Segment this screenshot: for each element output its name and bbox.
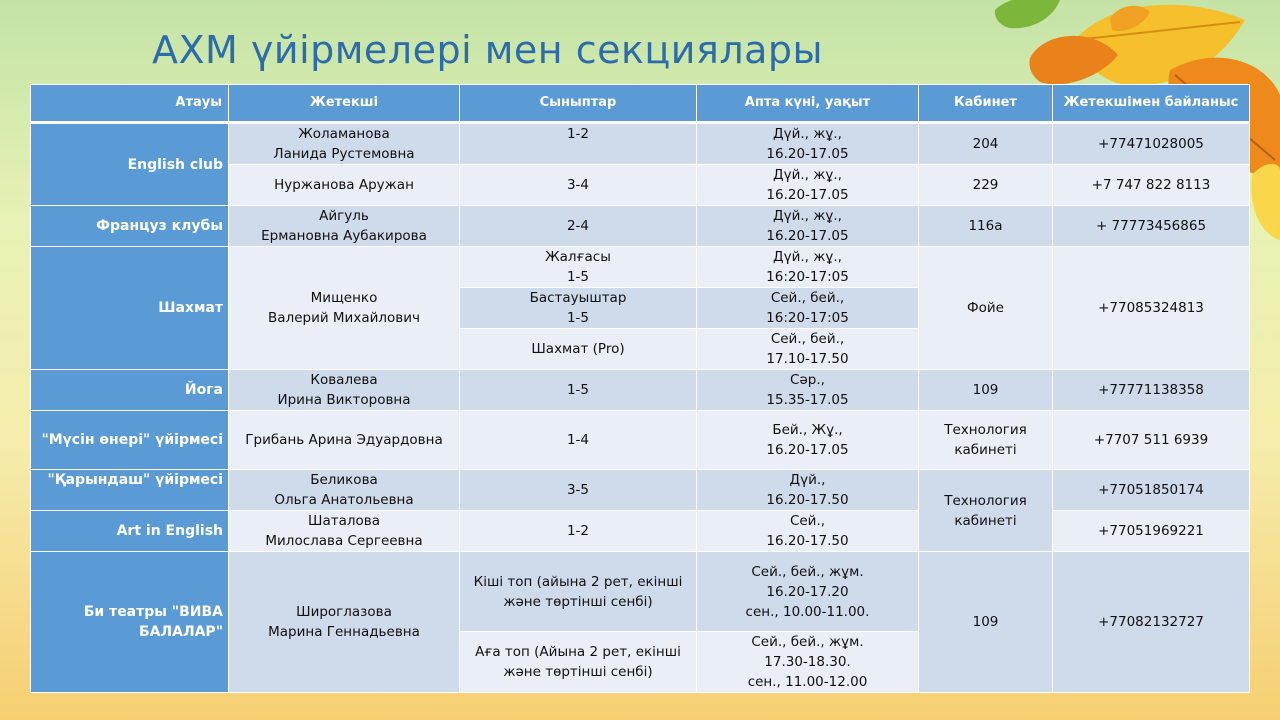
table-row [31,411,1250,470]
page-title: АХМ үйірмелері мен секциялары [152,28,824,72]
room-cell: 109 [919,370,1053,411]
table-row [31,247,1250,288]
grades-cell: 2-4 [460,206,697,247]
leader-cell: Мищенко Валерий Михайлович [229,247,460,370]
row-header-english-club: English club [31,123,229,206]
grades-cell: Шахмат (Pro) [460,329,697,370]
leaf-green [995,0,1060,28]
leader-cell: Широглазова Марина Геннадьевна [229,552,460,693]
clubs-schedule-table [30,84,1250,693]
col-header-name: Атауы [31,85,229,123]
row-header-pencil: "Қарындаш" үйірмесі [31,470,229,511]
time-cell: Бей., Жұ., 16.20-17.05 [697,411,919,470]
col-header-leader: Жетекші [229,85,460,123]
contact-cell: +7 747 822 8113 [1053,165,1250,206]
contact-cell: +77051850174 [1053,470,1250,511]
leader-cell: Жоламанова Ланида Рустемовна [229,123,460,165]
table-row [31,123,1250,165]
contact-cell: +7707 511 6939 [1053,411,1250,470]
time-cell: Сей., бей., 16:20-17:05 [697,288,919,329]
grades-cell: 3-4 [460,165,697,206]
header-row [31,85,1250,123]
leader-cell: Шаталова Милослава Сергеевна [229,511,460,552]
grades-cell: 3-5 [460,470,697,511]
table-row [31,552,1250,632]
grades-cell: 1-2 [460,123,697,165]
room-cell: 109 [919,552,1053,693]
contact-cell: +77051969221 [1053,511,1250,552]
grades-cell: Жалғасы 1-5 [460,247,697,288]
room-cell: 116а [919,206,1053,247]
time-cell: Дүй., жұ., 16.20-17.05 [697,206,919,247]
time-cell: Сей., бей., 17.10-17.50 [697,329,919,370]
time-cell: Дүй., 16.20-17.50 [697,470,919,511]
leader-cell: Беликова Ольга Анатольевна [229,470,460,511]
row-header-chess: Шахмат [31,247,229,370]
row-header-sculpture: "Мүсін өнері" үйірмесі [31,411,229,470]
room-cell: 204 [919,123,1053,165]
leaf-yellow-small [1251,164,1280,240]
grades-cell: 1-4 [460,411,697,470]
time-cell: Сей., 16.20-17.50 [697,511,919,552]
contact-cell: + 77773456865 [1053,206,1250,247]
room-cell: Технология кабинеті [919,411,1053,470]
contact-cell: +77771138358 [1053,370,1250,411]
time-cell: Сей., бей., жұм. 17.30-18.30. сен., 11.00-12.00 [697,632,919,693]
room-cell: 229 [919,165,1053,206]
col-header-room: Кабинет [919,85,1053,123]
table-row [31,470,1250,511]
time-cell: Сәр., 15.35-17.05 [697,370,919,411]
grades-cell: Аға топ (Айына 2 рет, екінші және төртінші сенбі) [460,632,697,693]
row-header-dance-theatre: Би театры "ВИВА БАЛАЛАР" [31,552,229,693]
table-row [31,206,1250,247]
contact-cell: +77085324813 [1053,247,1250,370]
grades-cell: Бастауыштар 1-5 [460,288,697,329]
col-header-grades: Сыныптар [460,85,697,123]
time-cell: Дүй., жұ., 16:20-17:05 [697,247,919,288]
grades-cell: Кіші топ (айына 2 рет, екінші және төртінші сенбі) [460,552,697,632]
leader-cell: Грибань Арина Эдуардовна [229,411,460,470]
time-cell: Дүй., жұ., 16.20-17.05 [697,123,919,165]
contact-cell: +77471028005 [1053,123,1250,165]
leader-cell: Нуржанова Аружан [229,165,460,206]
table-row [31,511,1250,552]
time-cell: Сей., бей., жұм. 16.20-17.20 сен., 10.00-11.00. [697,552,919,632]
leader-cell: Айгуль Ермановна Аубакирова [229,206,460,247]
row-header-yoga: Йога [31,370,229,411]
col-header-contact: Жетекшімен байланыс [1053,85,1250,123]
grades-cell: 1-2 [460,511,697,552]
row-header-french-club: Француз клубы [31,206,229,247]
room-cell: Технология кабинеті [919,470,1053,552]
room-cell: Фойе [919,247,1053,370]
row-header-art-in-english: Art in English [31,511,229,552]
grades-cell: 1-5 [460,370,697,411]
time-cell: Дүй., жұ., 16.20-17.05 [697,165,919,206]
contact-cell: +77082132727 [1053,552,1250,693]
leader-cell: Ковалева Ирина Викторовна [229,370,460,411]
col-header-day-time: Апта күні, уақыт [697,85,919,123]
table-row [31,370,1250,411]
